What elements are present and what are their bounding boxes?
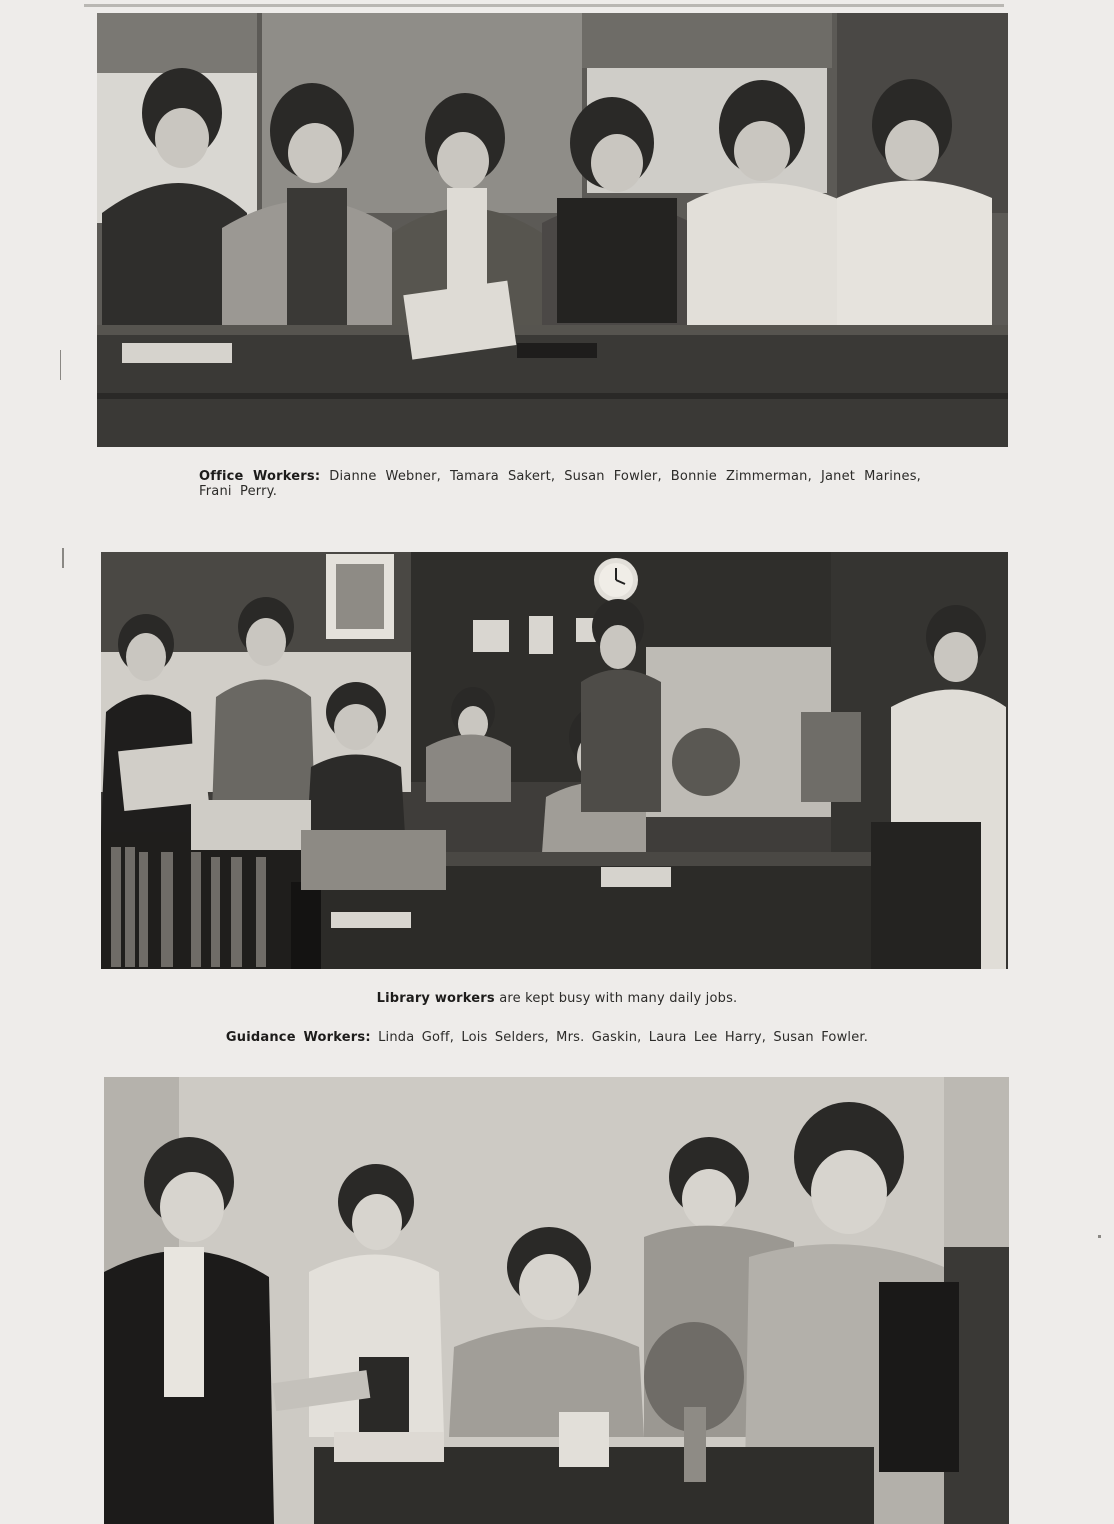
library-workers-text: are kept busy with many daily jobs. (499, 991, 738, 1006)
library-workers-photo (101, 552, 1008, 969)
office-workers-photo (97, 13, 1008, 447)
office-workers-names: Dianne Webner, Tamara Sakert, Susan Fowler, Bonnie Zimmerman, Janet Marines, Frani Perry. (199, 469, 921, 499)
guidance-workers-caption (0, 1030, 1094, 1045)
page-top-edge (84, 4, 1004, 7)
guidance-workers-label: Guidance Workers: (225, 1030, 371, 1045)
office-workers-label: Office Workers: (199, 469, 321, 484)
guidance-workers-names: Linda Goff, Lois Selders, Mrs. Gaskin, Laura Lee Harry, Susan Fowler. (378, 1030, 869, 1045)
page-mark (1098, 1235, 1101, 1238)
office-workers-caption (199, 469, 921, 499)
library-workers-label: Library workers (376, 991, 495, 1006)
guidance-workers-photo (104, 1077, 1009, 1524)
page-mark (62, 548, 64, 568)
page-mark (60, 350, 61, 380)
library-workers-caption (0, 991, 1114, 1006)
